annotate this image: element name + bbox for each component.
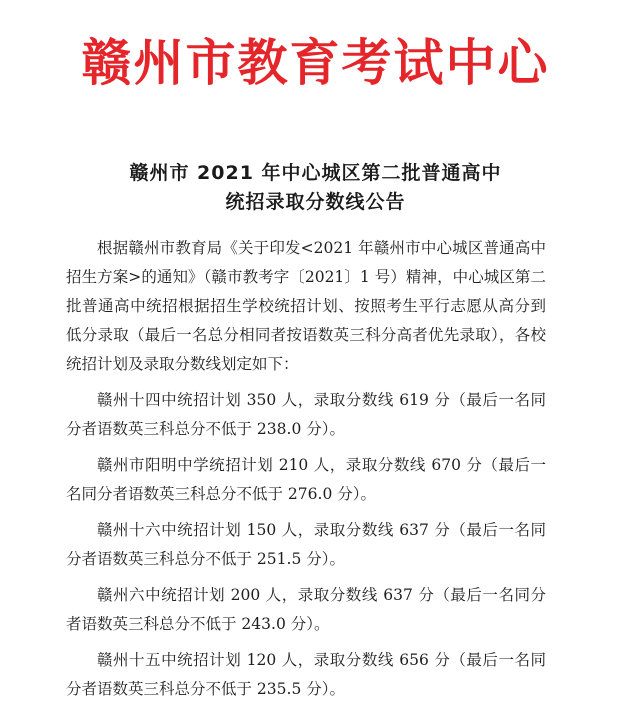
document-body [66, 234, 546, 704]
school-paragraph-15: 赣州十五中统招计划 120 人，录取分数线 656 分（最后一名同分者语数英三科总分不低于 235.5 分）。 [66, 651, 546, 698]
document-title-line-1: 赣州市 2021 年中心城区第二批普通高中 [129, 162, 502, 184]
school-paragraph-14: 赣州十四中统招计划 350 人，录取分数线 619 分（最后一名同分者语数英三科总分不低于 238.0 分）。 [66, 391, 546, 438]
school-paragraph-16: 赣州十六中统招计划 150 人，录取分数线 637 分（最后一名同分者语数英三科总分不低于 251.5 分）。 [66, 521, 546, 568]
intro-paragraph: 根据赣州市教育局《关于印发<2021 年赣州市中心城区普通高中招生方案>的通知》（赣市教考字〔2021〕1 号）精神，中心城区第二批普通高中统招根据招生学校统招计划、按照考生平行志愿从高分到低分录取（最后一名总分相同者按语数英三科分高者优先录取），各校统招计划及录取分数线划定如下： [66, 239, 546, 373]
document-title-line-2: 统招录取分数线公告 [225, 191, 406, 213]
letterhead-org-name: 赣州市教育考试中心 [81, 33, 550, 92]
school-paragraph-6: 赣州六中统招计划 200 人，录取分数线 637 分（最后一名同分者语数英三科总分不低于 243.0 分）。 [66, 586, 546, 633]
school-paragraph-yangming: 赣州市阳明中学统招计划 210 人，录取分数线 670 分（最后一名同分者语数英三科总分不低于 276.0 分）。 [66, 456, 546, 503]
